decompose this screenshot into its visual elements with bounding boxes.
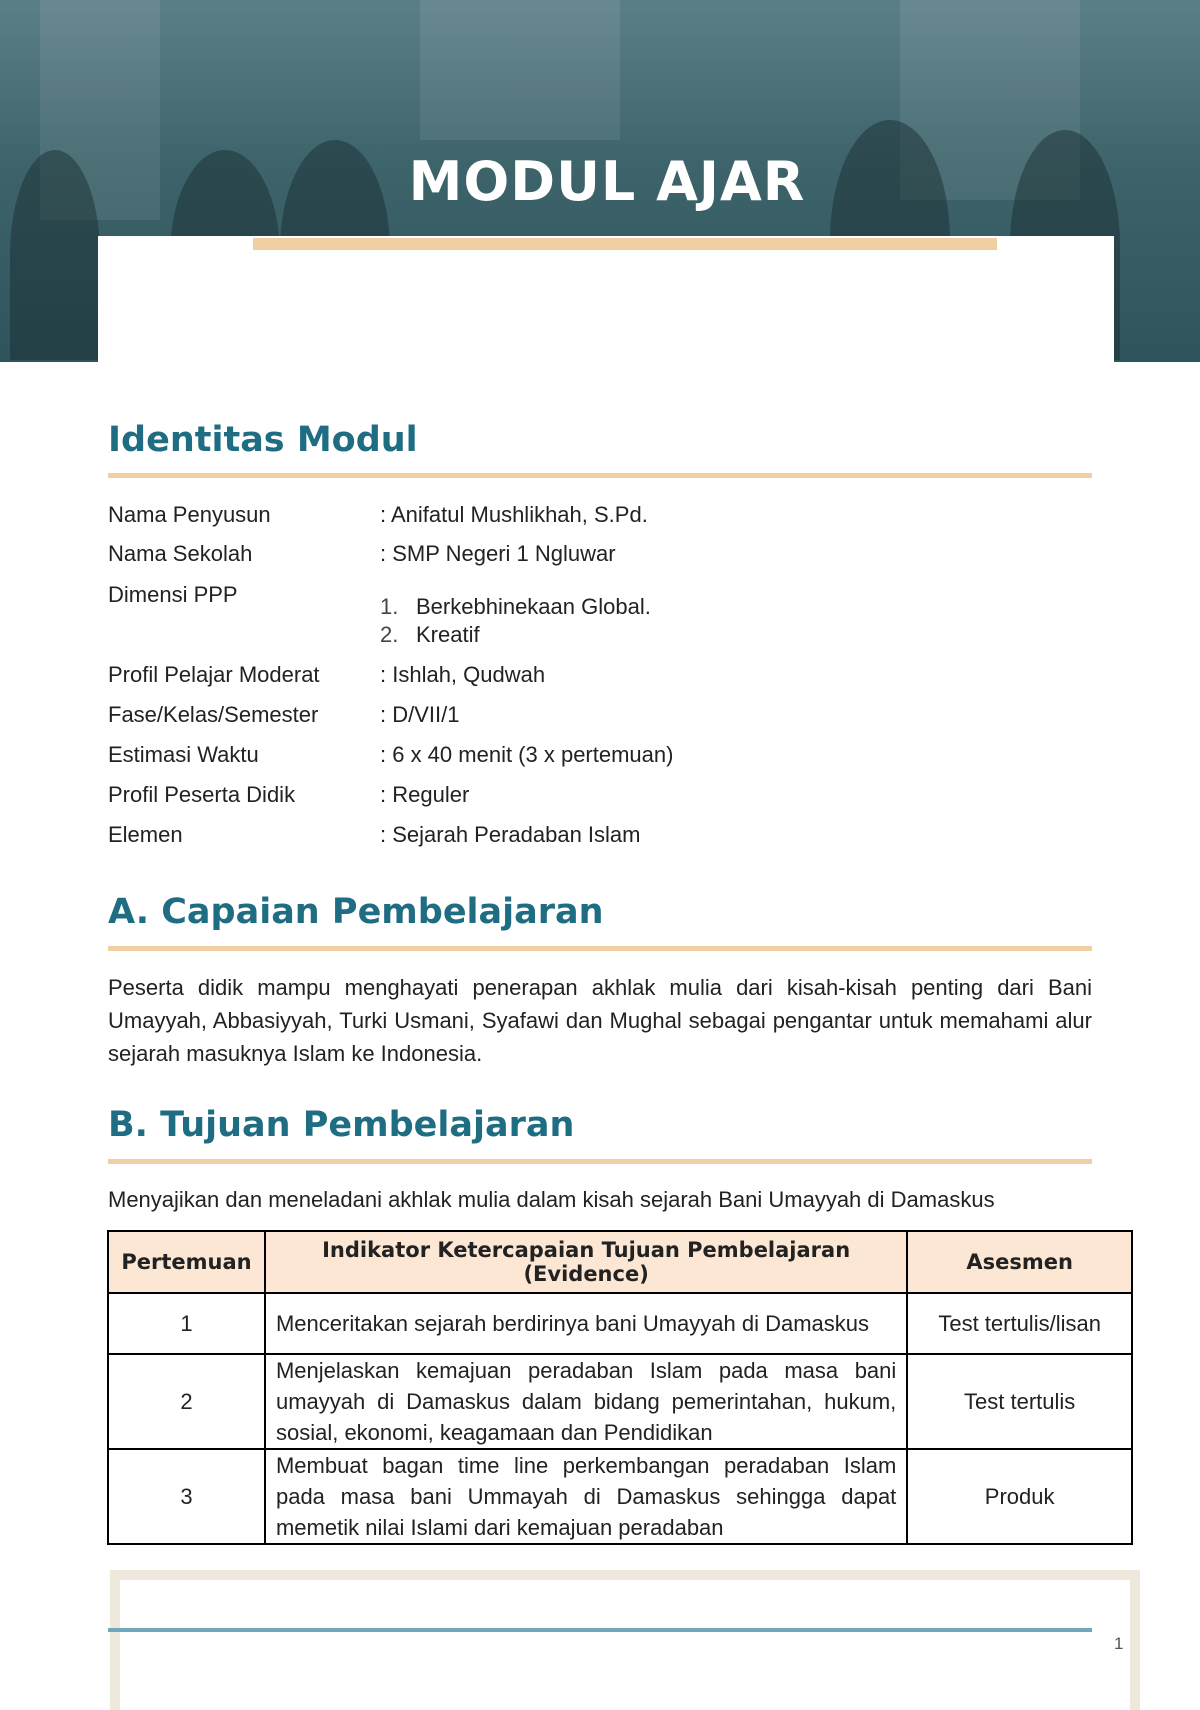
table-row [108, 1293, 1132, 1354]
list-item [380, 622, 651, 650]
header-banner [0, 0, 1200, 362]
identity-label: Dimensi PPP [108, 582, 238, 607]
table-row [108, 1354, 1132, 1449]
identity-label: Nama Penyusun [108, 502, 271, 527]
table-cell-pertemuan: 2 [108, 1354, 265, 1449]
identity-label: Estimasi Waktu [108, 742, 259, 767]
title-card [98, 236, 1114, 362]
footer-rule [108, 1628, 1092, 1632]
identity-value: : Reguler [380, 782, 470, 807]
identity-value: : D/VII/1 [380, 702, 460, 727]
identity-label: Fase/Kelas/Semester [108, 702, 319, 727]
table-cell-indikator: Menjelaskan kemajuan peradaban Islam pada masa bani umayyah di Damaskus dalam bidang pemerintahan, hukum, sosial, ekonomi, keagamaan dan Pendidikan [265, 1354, 907, 1449]
tujuan-table [107, 1230, 1133, 1545]
identity-value: : Anifatul Mushlikhah, S.Pd. [380, 502, 648, 527]
list-number: 1. [380, 594, 399, 619]
table-row [108, 1449, 1132, 1544]
table-cell-pertemuan: 3 [108, 1449, 265, 1544]
table-cell-pertemuan: 1 [108, 1293, 265, 1354]
table-cell-asesmen: Test tertulis/lisan [907, 1293, 1132, 1354]
table-cell-indikator: Membuat bagan time line perkembangan peradaban Islam pada masa bani Ummayah di Damaskus sehingga dapat memetik nilai Islami dari kemajuan peradaban [265, 1449, 907, 1544]
section-rule [108, 1159, 1092, 1164]
section-rule [108, 946, 1092, 951]
document-title: MODUL AJAR [408, 150, 806, 213]
list-number: 2. [380, 622, 399, 647]
identity-value: : SMP Negeri 1 Ngluwar [380, 541, 616, 566]
identity-label: Nama Sekolah [108, 541, 253, 566]
page-number: 1 [1114, 1634, 1124, 1653]
identity-value: : Sejarah Peradaban Islam [380, 822, 641, 847]
table-header-cell: Indikator Ketercapaian Tujuan Pembelajaran (Evidence) [265, 1231, 907, 1293]
table-header-row [108, 1231, 1132, 1293]
table-cell-asesmen: Produk [907, 1449, 1132, 1544]
list-text: Berkebhinekaan Global. [416, 594, 651, 619]
identity-label: Elemen [108, 822, 183, 847]
identity-value: : Ishlah, Qudwah [380, 662, 546, 687]
list-item [380, 594, 651, 622]
section-rule [108, 473, 1092, 478]
section-heading-capaian: A. Capaian Pembelajaran [108, 892, 604, 932]
identity-label: Profil Peserta Didik [108, 782, 296, 807]
accent-bar [253, 238, 997, 250]
section-heading-identitas: Identitas Modul [108, 420, 418, 460]
table-header-cell: Asesmen [907, 1231, 1132, 1293]
section-heading-tujuan: B. Tujuan Pembelajaran [108, 1105, 575, 1145]
capaian-paragraph: Peserta didik mampu menghayati penerapan akhlak mulia dari kisah-kisah penting dari Bani Umayyah, Abbasiyyah, Turki Usmani, Syafawi dan Mughal sebagai pengantar untuk memahami alur sejarah masuknya Islam ke Indonesia. [108, 975, 1092, 1066]
list-text: Kreatif [416, 622, 480, 647]
identity-label: Profil Pelajar Moderat [108, 662, 320, 687]
tujuan-text: Menyajikan dan meneladani akhlak mulia dalam kisah sejarah Bani Umayyah di Damaskus [108, 1187, 995, 1212]
identity-value: : 6 x 40 menit (3 x pertemuan) [380, 742, 674, 767]
table-cell-indikator: Menceritakan sejarah berdirinya bani Umayyah di Damaskus [265, 1293, 907, 1354]
footer-frame [110, 1570, 1140, 1710]
table-cell-asesmen: Test tertulis [907, 1354, 1132, 1449]
dimensi-list [380, 594, 651, 650]
table-header-cell: Pertemuan [108, 1231, 265, 1293]
background-window [420, 0, 620, 140]
